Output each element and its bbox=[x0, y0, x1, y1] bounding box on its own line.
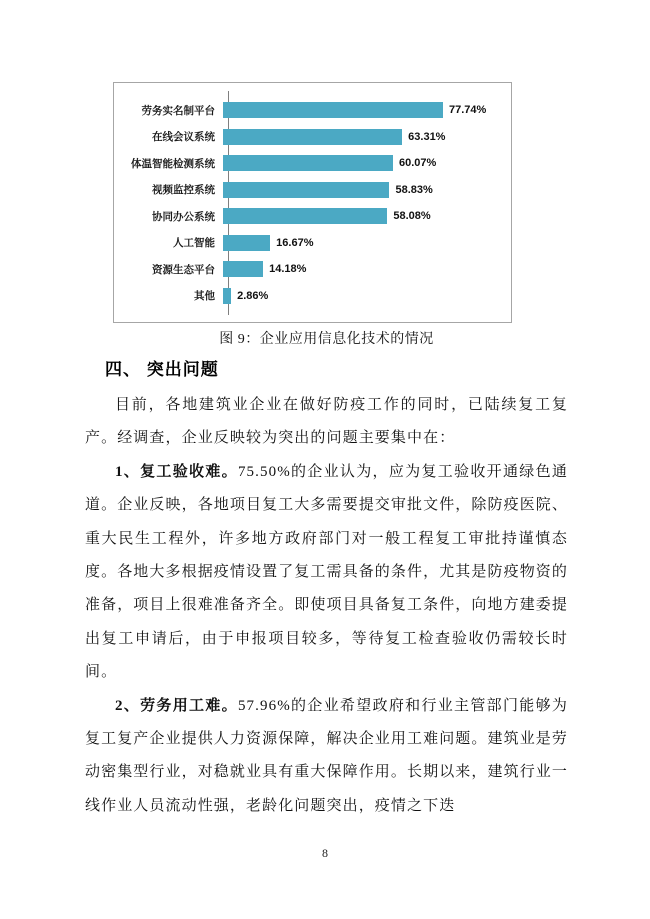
problem-paragraph-1 bbox=[85, 456, 568, 690]
chart-row bbox=[120, 150, 505, 176]
chart-row bbox=[120, 230, 505, 256]
bar-value-label: 2.86% bbox=[237, 289, 269, 302]
bar-category-label: 协同办公系统 bbox=[152, 210, 215, 223]
bar bbox=[223, 235, 270, 251]
bar bbox=[223, 182, 389, 198]
bar-track bbox=[222, 124, 505, 150]
problem-1-body: 75.50%的企业认为，应为复工验收开通绿色通道。企业反映，各地项目复工大多需要提交审批文件，除防疫医院、重大民生工程外，许多地方政府部门对一般工程复工审批持谨慎态度。各地大多根据疫情设置了复工需具备的条件，尤其是防疫物资的准备，项目上很难准备齐全。即使项目具备复工条件，向地方建委提出复工申请后，由于申报项目较多，等待复工检查验收仍需较长时间。 bbox=[85, 463, 569, 681]
bar-track bbox=[222, 150, 505, 176]
chart-row bbox=[120, 203, 505, 229]
chart-row bbox=[120, 124, 505, 150]
bar-track bbox=[222, 203, 505, 229]
section-heading: 四、 突出问题 bbox=[105, 360, 219, 379]
bar-category-label: 其他 bbox=[194, 290, 215, 303]
bar-category-label: 劳务实名制平台 bbox=[141, 104, 215, 117]
chart-row bbox=[120, 97, 505, 123]
bar-value-label: 77.74% bbox=[449, 104, 487, 116]
bar-track bbox=[222, 283, 505, 309]
bar-category-label: 视频监控系统 bbox=[152, 184, 215, 197]
chart-row bbox=[120, 283, 505, 309]
bar bbox=[223, 208, 387, 224]
bar-chart-figure bbox=[113, 82, 512, 323]
problem-2-body: 57.96%的企业希望政府和行业主管部门能够为复工复产企业提供人力资源保障，解决企业用工难问题。建筑业是劳动密集型行业，对稳就业具有重大保障作用。长期以来，建筑行业一线作业人员流动性强，老龄化问题突出，疫情之下迭 bbox=[85, 697, 569, 814]
bar-track bbox=[222, 230, 505, 256]
intro-paragraph bbox=[85, 389, 568, 456]
figure-caption: 图 9：企业应用信息化技术的情况 bbox=[219, 332, 434, 347]
bar-track bbox=[222, 97, 505, 123]
bar bbox=[223, 102, 443, 118]
bar-track bbox=[222, 256, 505, 282]
chart-row bbox=[120, 177, 505, 203]
bar-value-label: 58.83% bbox=[395, 183, 433, 196]
bar-track bbox=[222, 177, 505, 203]
bar-value-label: 60.07% bbox=[398, 157, 437, 170]
bar-value-label: 63.31% bbox=[408, 130, 446, 143]
bar bbox=[223, 288, 231, 304]
section-body bbox=[85, 358, 568, 823]
chart-plot-area bbox=[120, 97, 505, 309]
intro-text: 目前，各地建筑业企业在做好防疫工作的同时，已陆续复工复产。经调查，企业反映较为突出的问题主要集中在： bbox=[85, 397, 568, 447]
bar-value-label: 58.08% bbox=[393, 210, 431, 223]
bar-category-label: 在线会议系统 bbox=[152, 131, 215, 144]
bar-value-label: 16.67% bbox=[276, 236, 314, 249]
page-number: 8 bbox=[322, 846, 328, 860]
bar bbox=[223, 129, 402, 145]
bar-value-label: 14.18% bbox=[269, 263, 307, 276]
bar bbox=[223, 261, 263, 277]
problem-2-lead: 2、劳务用工难。 bbox=[115, 697, 238, 714]
bar-category-label: 体温智能检测系统 bbox=[131, 157, 215, 170]
bar-category-label: 资源生态平台 bbox=[152, 263, 215, 276]
problem-paragraph-2 bbox=[85, 690, 568, 824]
problem-1-lead: 1、复工验收难。 bbox=[115, 463, 238, 480]
chart-rows bbox=[120, 97, 505, 309]
bar bbox=[223, 155, 393, 171]
chart-row bbox=[120, 256, 505, 282]
bar-category-label: 人工智能 bbox=[173, 237, 215, 250]
